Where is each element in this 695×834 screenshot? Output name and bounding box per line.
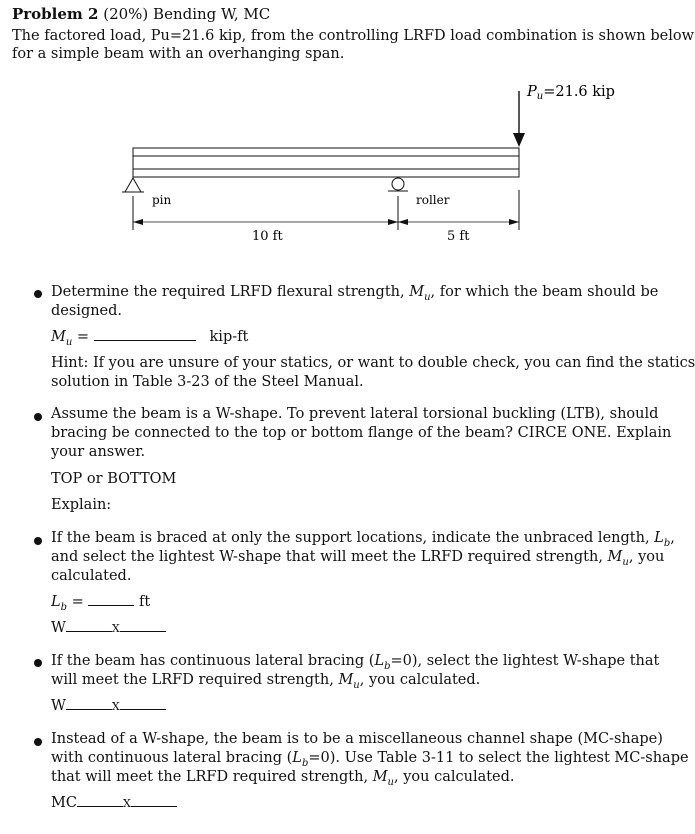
q3-w-x: X [111,622,120,635]
q1-line-1: Determine the required LRFD flexural strength, $M_u$, for which the beam should be [51,284,659,303]
q3-lb-row: $L_b$ = ft [51,594,151,613]
load-label: $P_u=21.6$ kip [527,84,615,102]
q2-choices[interactable]: TOP or BOTTOM [51,471,177,487]
q3-line-1: If the beam is braced at only the support locations, indicate the unbraced length, $L_b$, [51,530,675,549]
q2-line-3: your answer. [51,444,146,460]
q3-w-row [51,620,166,636]
dim-arrow-left [133,219,143,225]
q2-explain: Explain: [51,497,112,513]
q3-line-3: calculated. [51,568,132,584]
q1-line-2: designed. [51,303,123,319]
q1-hint-1: Hint: If you are unsure of your statics, or want to double check, you can find the statics [51,355,695,371]
bullet-q2 [34,413,42,421]
intro-line-1: The factored load, Pu=21.6 kip, from the controlling LRFD load combination is shown below [12,28,695,44]
q4-line-2: will meet the LRFD required strength, $M_u$, you calculated. [51,672,481,691]
dim-arrow-mid-right [398,219,408,225]
q5-line-1: Instead of a W-shape, the beam is to be a miscellaneous channel shape (MC-shape) [51,731,663,747]
lb-unit: ft [139,594,151,610]
dim-arrow-right [509,219,519,225]
q4-w-x: X [111,700,120,713]
span2-label: 5 ft [447,229,470,244]
q5-mc-row [51,795,177,811]
q1-answer-row: $M_u$ = kip-ft [51,329,249,348]
q4-w-prefix: W [51,698,66,714]
q2-line-2: bracing be connected to the top or bottom flange of the beam? CIRCE ONE. Explain [51,425,672,441]
q5-line-3: that will meet the LRFD required strength, $M_u$, you calculated. [51,769,515,788]
q5-mc-depth-blank[interactable] [77,806,123,807]
mu-unit: kip-ft [209,329,249,345]
problem-label: Problem 2 [12,5,99,23]
pin-support [125,178,141,192]
problem-title [12,5,270,23]
roller-label: roller [416,193,450,207]
q4-w-weight-blank[interactable] [120,709,166,710]
bullet-q3 [34,537,42,545]
load-arrowhead [513,133,525,147]
q4-w-depth-blank[interactable] [66,709,112,710]
lb-blank[interactable] [88,605,134,606]
pin-label: pin [152,193,172,207]
q5-mc-x: X [122,797,131,810]
q3-w-weight-blank[interactable] [120,631,166,632]
q1-hint-2: solution in Table 3-23 of the Steel Manual. [51,374,364,390]
mu-blank[interactable] [94,340,196,341]
span1-label: 10 ft [252,229,283,244]
dim-arrow-mid-left [388,219,398,225]
q3-line-2: and select the lightest W-shape that will meet the LRFD required strength, $M_u$, you [51,549,665,568]
roller-support [392,178,404,190]
q2-line-1: Assume the beam is a W-shape. To prevent lateral torsional buckling (LTB), should [51,406,659,422]
q4-line-1: If the beam has continuous lateral bracing $(L_b=0)$, select the lightest W-shape that [51,653,660,672]
q5-line-2: with continuous lateral bracing $(L_b=0)$. Use Table 3-11 to select the lightest MC-shape [51,750,689,769]
bullet-q5 [34,738,42,746]
q5-mc-weight-blank[interactable] [131,806,177,807]
bullet-q1 [34,290,42,298]
beam-diagram [0,78,663,258]
q3-w-depth-blank[interactable] [66,631,112,632]
q5-mc-prefix: MC [51,795,77,811]
q4-w-row [51,698,166,714]
beam [133,148,519,177]
intro-line-2: for a simple beam with an overhanging span. [12,46,345,62]
q3-w-prefix: W [51,620,66,636]
problem-topic: (20%) Bending W, MC [103,5,271,23]
bullet-q4 [34,659,42,667]
